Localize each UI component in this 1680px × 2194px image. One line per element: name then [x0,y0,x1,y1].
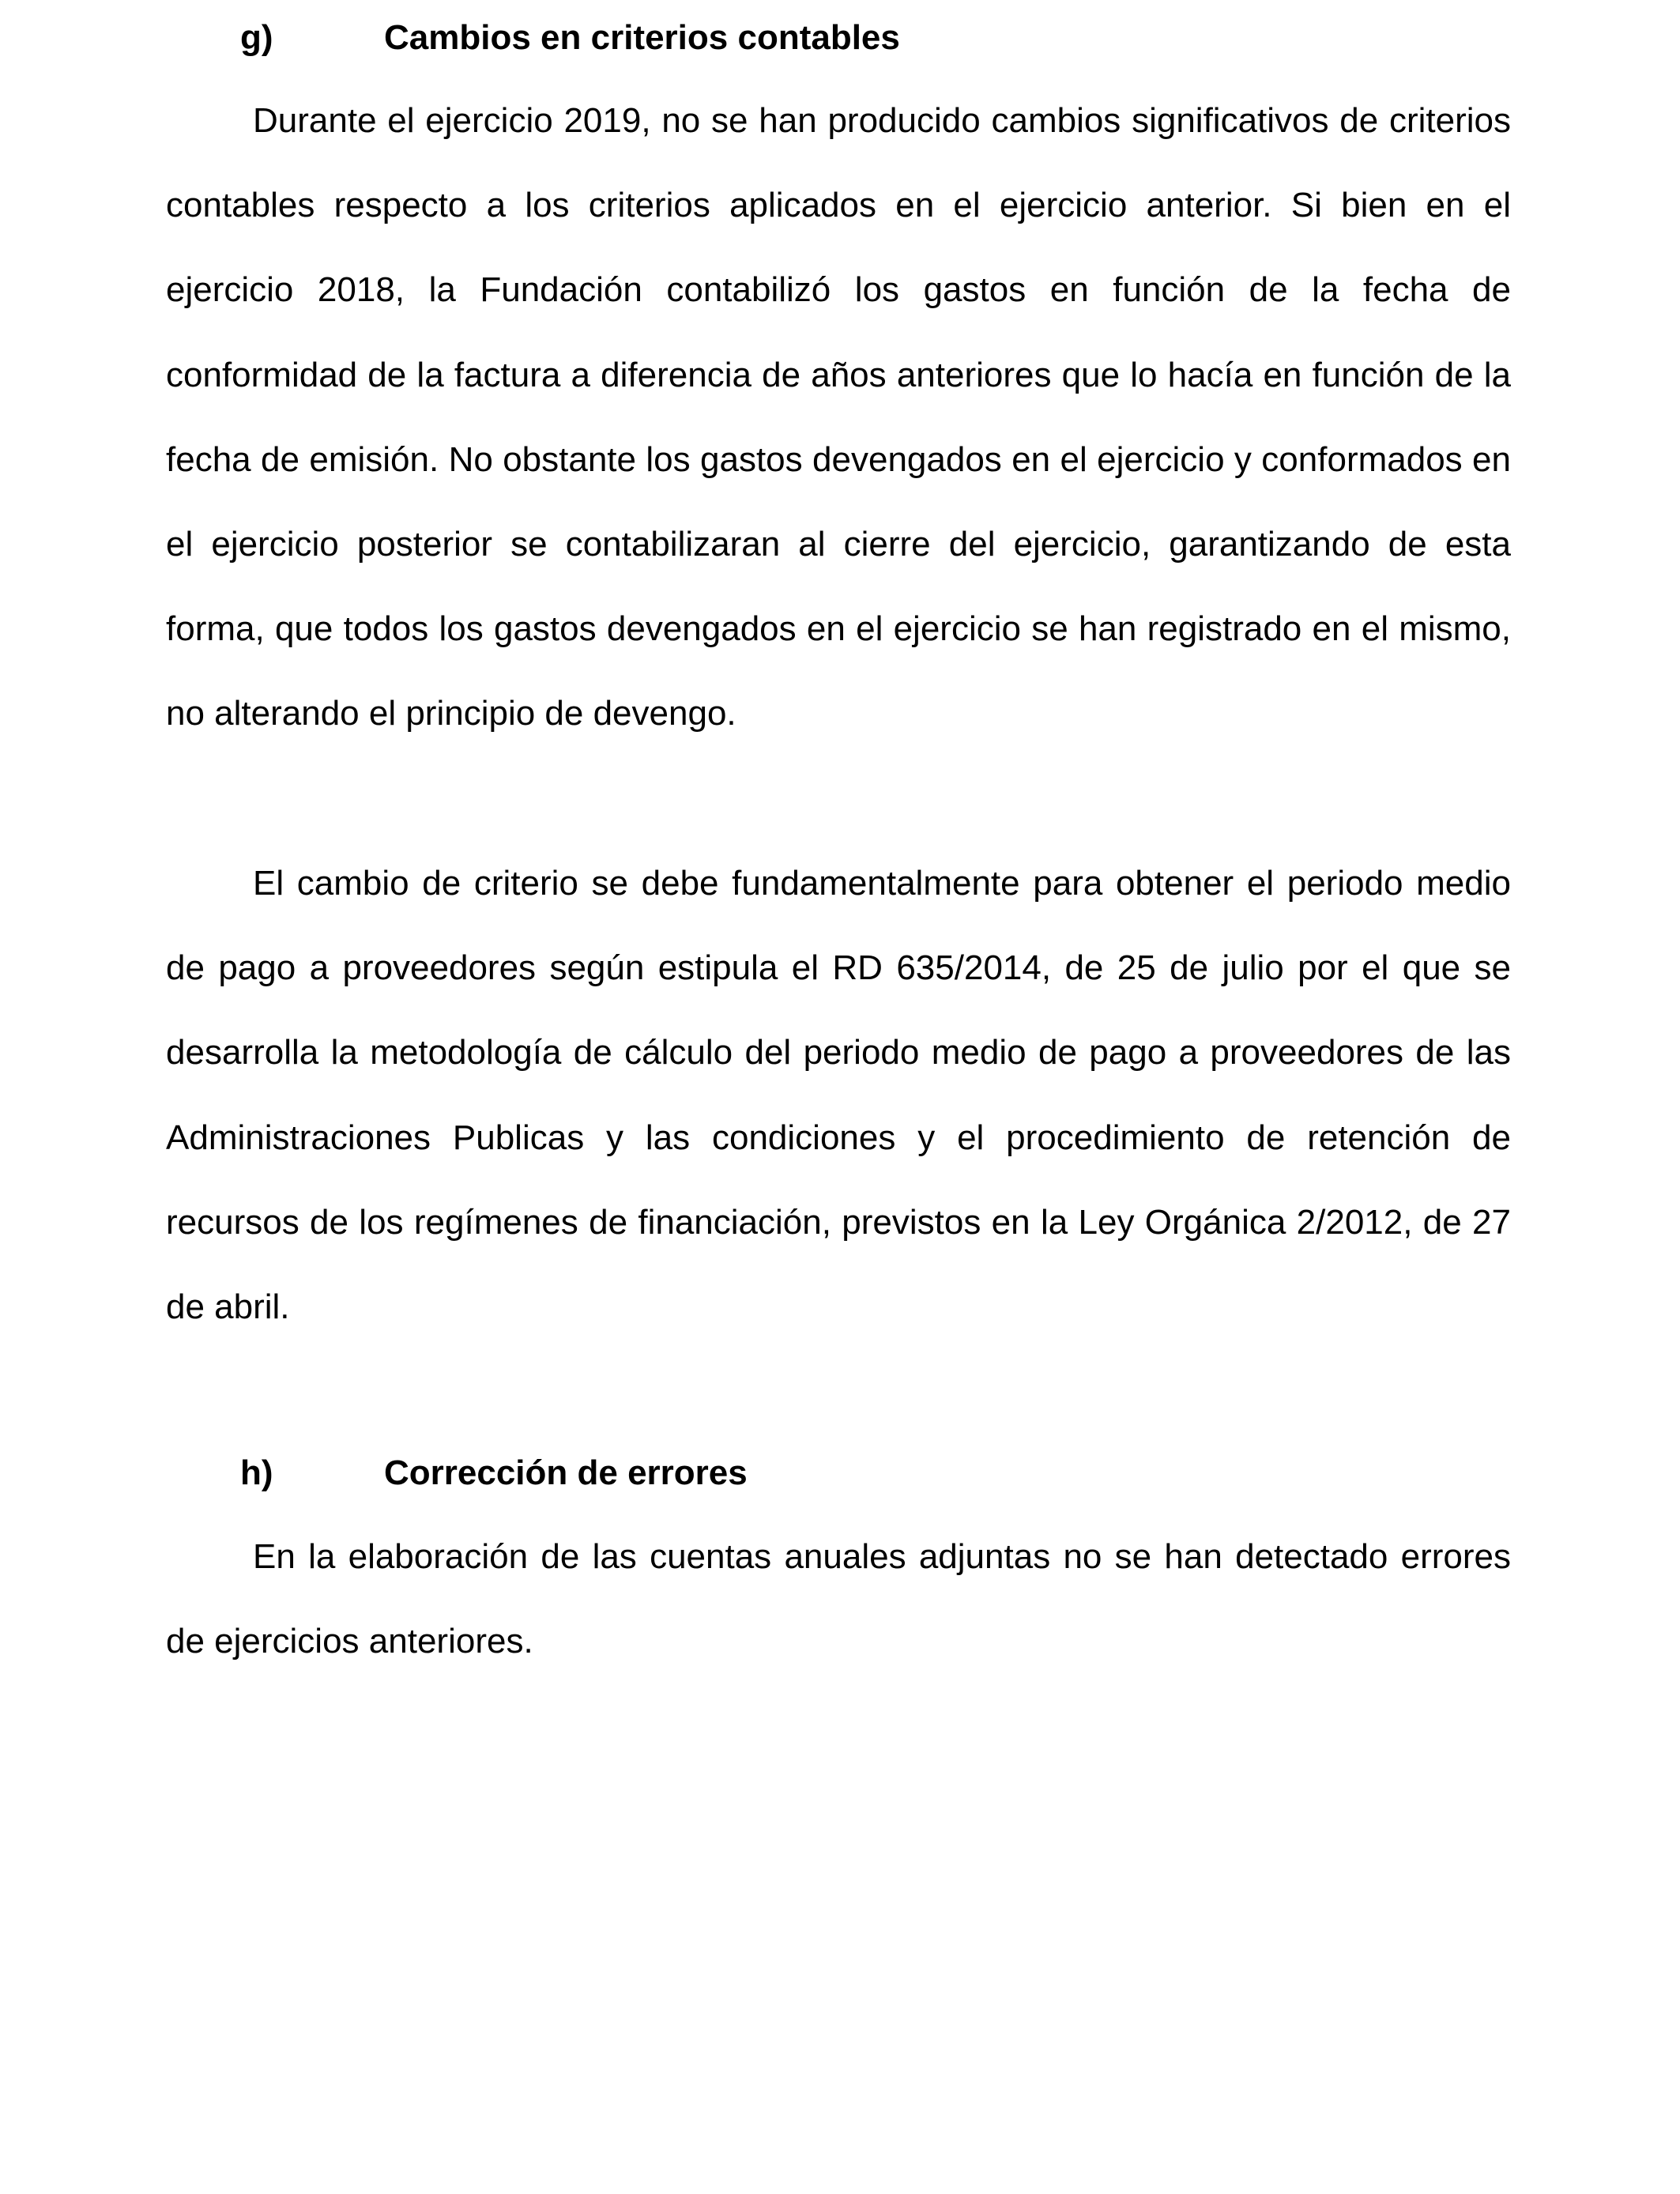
section-h-paragraph-1: En la elaboración de las cuentas anuales adjuntas no se han detectado errores de ejercicios anteriores. [166,1537,1511,1661]
section-g-paragraph-1: Durante el ejercicio 2019, no se han producido cambios significativos de criterios contables respecto a los criterios aplicados en el ejercicio anterior. Si bien en el ejercicio 2018, la Fundación contabilizó los gastos en función de la fecha de conformidad de la factura a diferencia de años anteriores que lo hacía en función de la fecha de emisión. No obstante los gastos devengados en el ejercicio y conformados en el ejercicio posterior se contabilizaran al cierre del ejercicio, garantizando de esta forma, que todos los gastos devengados en el ejercicio se han registrado en el mismo, no alterando el principio de devengo. [166,101,1511,733]
section-g-paragraph-2: El cambio de criterio se debe fundamentalmente para obtener el periodo medio de pago a proveedores según estipula el RD 635/2014, de 25 de julio por el que se desarrolla la metodología de cálculo del periodo medio de pago a proveedores de las Administraciones Publicas y las condiciones y el procedimiento de retención de recursos de los regímenes de financiación, previstos en la Ley Orgánica 2/2012, de 27 de abril. [166,864,1511,1327]
section-g-title: Cambios en criterios contables [384,18,900,57]
section-h-title: Corrección de errores [384,1453,748,1492]
section-h-letter: h) [240,1453,273,1492]
section-g-letter: g) [240,18,273,57]
